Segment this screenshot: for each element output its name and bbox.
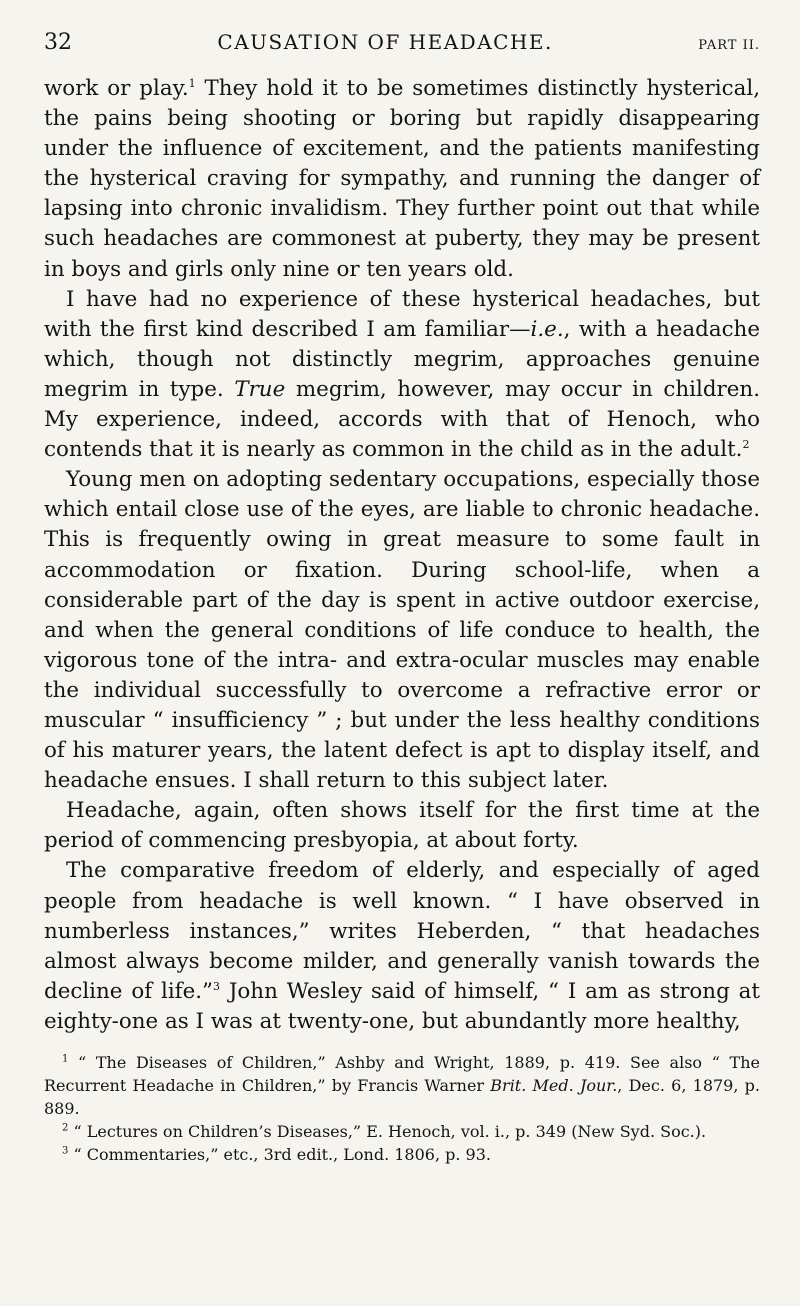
paragraph-text: , with a headache which, though not distinctly megrim, approaches genuine megrim in type.	[44, 316, 760, 402]
running-head	[44, 30, 760, 74]
body-text	[44, 74, 760, 1037]
italic-text: Brit. Med. Jour.	[490, 1076, 618, 1095]
footnote-text: “ The Diseases of Children,” Ashby and Wright, 1889, p. 419. See also “ The Recurrent Headache in Children,” by Francis Warner	[44, 1053, 760, 1095]
footnote-ref-2: 2	[742, 438, 750, 451]
footnote-3	[44, 1143, 760, 1166]
footnote-text: “ Lectures on Children’s Diseases,” E. Henoch, vol. i., p. 349 (New Syd. Soc.).	[68, 1122, 707, 1141]
footnote-mark: 2	[62, 1122, 69, 1134]
footnote-ref-1: 1	[188, 76, 196, 90]
paragraph-text: I have had no experience of these hysterical headaches, but with the first kind described I am familiar—	[44, 286, 760, 342]
book-page	[44, 30, 760, 1166]
part-label: PART II.	[698, 38, 760, 53]
page-number: 32	[44, 30, 72, 55]
footnote-1	[44, 1051, 760, 1120]
paragraph-5	[44, 856, 760, 1037]
paragraph-text: They hold it to be sometimes distinctly hysterical, the pains being shooting or boring but rapidly disappearing under the influence of excitement, and the patients manifesting the hysterical craving for sympathy, and running the danger of lapsing into chronic invalidism. They further point out that while such headaches are commonest at puberty, they may be present in boys and girls only nine or ten years old.	[44, 76, 761, 282]
footnote-2	[44, 1120, 760, 1143]
paragraph-text: work or play.	[44, 76, 189, 101]
paragraph-2	[44, 285, 760, 466]
paragraph-3: Young men on adopting sedentary occupations, especially those which entail close use of the eyes, are liable to chronic headache. This is frequently owing in great measure to some fault in accommodation or fixation. During school-life, when a considerable part of the day is spent in active outdoor exercise, and when the general conditions of life conduce to health, the vigorous tone of the intra- and extra-ocular muscles may enable the individual successfully to overcome a refractive error or muscular “ insufficiency ” ; but under the less healthy conditions of his maturer years, the latent defect is apt to display itself, and headache ensues. I shall return to this subject later.	[44, 467, 760, 794]
footnote-text: “ Commentaries,” etc., 3rd edit., Lond. 1806, p. 93.	[68, 1145, 491, 1164]
italic-text: True	[234, 376, 286, 402]
paragraph-text: The comparative freedom of elderly, and especially of aged people from headache is well known. “ I have observed in numberless instances,” writes Heberden, “ that headaches almost always become milder, and generally vanish towards the decline of life.”	[44, 858, 760, 1004]
footnote-text: , Dec. 6, 1879, p. 889.	[44, 1076, 761, 1118]
footnote-mark: 3	[62, 1145, 69, 1157]
footnote-ref-3: 3	[212, 979, 220, 993]
paragraph-text: megrim, however, may occur in children. My experience, indeed, accords with that of Henoch, who contends that it is nearly as common in the child as in the adult.	[44, 376, 760, 463]
footnotes	[44, 1051, 760, 1166]
paragraph-text: John Wesley said of himself, “ I am as strong at eighty-one as I was at twenty-one, but abundantly more healthy,	[44, 978, 760, 1034]
footnote-mark: 1	[62, 1053, 69, 1065]
italic-text: i.e.	[530, 316, 564, 342]
paragraph-4: Headache, again, often shows itself for the first time at the period of commencing presbyopia, at about forty.	[44, 798, 760, 854]
chapter-title: CAUSATION OF HEADACHE.	[217, 30, 553, 54]
paragraph-1	[44, 74, 760, 285]
